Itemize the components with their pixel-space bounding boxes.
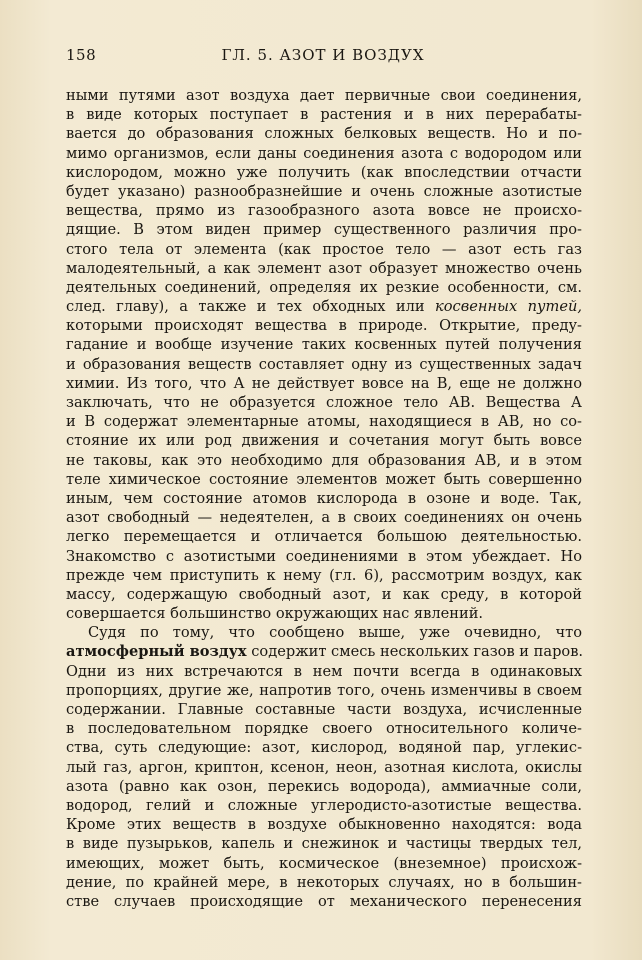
text-line: имеющих, может быть, космическое (внеземное) происхож-: [66, 854, 582, 872]
text-line: мимо организмов, если даны соединения азота с водородом или: [66, 144, 582, 162]
text-line: деятельных соединений, определяя их резкие особенности, см.: [66, 278, 582, 296]
running-head: ГЛ. 5. АЗОТ И ВОЗДУХ: [221, 46, 425, 64]
text-line: вещества, прямо из газообразного азота вовсе не происхо-: [66, 202, 582, 220]
text-line: водород, гелий и сложные углеродисто-азотистые вещества.: [66, 796, 582, 814]
text-line: азота (равно как озон, перекись водорода), аммиачные соли,: [66, 777, 582, 795]
text-line: Кроме этих веществ в воздухе обыкновенно находятся: вода: [66, 816, 582, 834]
italic-phrase: косвенных путей,: [435, 298, 582, 316]
body-text: [66, 86, 582, 911]
text-line: Одни из них встречаются в нем почти всегда в одинаковых: [66, 662, 582, 680]
text-line: прежде чем приступить к нему (гл. 6), рассмотрим воздух, как: [66, 566, 582, 584]
text-line: азот свободный — недеятелен, а в своих соединениях он очень: [66, 509, 582, 527]
text-line: и В содержат элементарные атомы, находящиеся в АВ, но со-: [66, 413, 582, 431]
text-line: малодеятельный, а как элемент азот образует множество очень: [66, 259, 582, 277]
text-line: [66, 297, 582, 316]
text-line: пропорциях, другие же, напротив того, очень изменчивы в своем: [66, 681, 582, 699]
text-line: и образования веществ составляет одну из существенных задач: [66, 355, 582, 373]
text-line: дящие. В этом виден пример существенного различия про-: [66, 221, 582, 239]
text-line: содержании. Главные составные части воздуха, исчисленные: [66, 701, 582, 718]
text-line-part: след. главу), а также и тех обходных или: [66, 298, 436, 316]
text-line: совершается большинство окружающих нас явлений.: [66, 605, 484, 623]
text-line: ства, суть следующие: азот, кислород, водяной пар, углекис-: [66, 739, 582, 757]
text-line: Судя по тому, что сообщено выше, уже очевидно, что: [88, 624, 582, 642]
text-line: гадание и вообще изучение таких косвенных путей получения: [66, 336, 582, 354]
text-line: иным, чем состояние атомов кислорода в озоне и воде. Так,: [66, 489, 582, 507]
text-line: массу, содержащую свободный азот, и как среду, в которой: [66, 585, 582, 603]
text-line: стояние их или род движения и сочетания могут быть вовсе: [66, 432, 582, 450]
text-line: Знакомство с азотистыми соединениями в этом убеждает. Но: [66, 547, 582, 565]
text-line: не таковы, как это необходимо для образования АВ, и в этом: [66, 451, 582, 469]
text-line: ными путями азот воздуха дает первичные свои соединения,: [66, 87, 582, 104]
text-line: [66, 642, 582, 661]
text-line: в последовательном порядке своего относительного количе-: [66, 720, 582, 738]
text-line: которыми происходят вещества в природе. Открытие, преду-: [66, 317, 582, 335]
text-line: в виде которых поступает в растения и в них перерабаты-: [66, 106, 582, 124]
text-line: стого тела от элемента (как простое тело — азот есть газ: [66, 240, 582, 258]
bold-term: атмосферный воздух: [66, 643, 247, 661]
text-line: в виде пузырьков, капель и снежинок и частицы твердых тел,: [66, 835, 582, 853]
text-line: стве случаев происходящие от механического перенесения: [66, 892, 582, 910]
text-line: заключать, что не образуется сложное тело АВ. Вещества А: [66, 394, 582, 411]
text-line: теле химическое состояние элементов может быть совершенно: [66, 470, 582, 488]
text-line-part: содержит смесь нескольких газов и паров.: [246, 643, 584, 661]
text-line: будет указано) разнообразнейшие и очень сложные азотистые: [66, 182, 582, 200]
text-line: дение, по крайней мере, в некоторых случаях, но в большин-: [66, 873, 582, 891]
text-line: химии. Из того, что А не действует вовсе на В, еще не должно: [66, 374, 582, 392]
text-line: кислородом, можно уже получить (как впоследствии отчасти: [66, 163, 582, 181]
text-line: вается до образования сложных белковых веществ. Но и по-: [66, 125, 582, 143]
text-line: легко перемещается и отличается большою деятельностью.: [66, 528, 582, 546]
text-line: лый газ, аргон, криптон, ксенон, неон, азотная кислота, окислы: [66, 758, 582, 776]
page-number: 158: [66, 46, 97, 64]
